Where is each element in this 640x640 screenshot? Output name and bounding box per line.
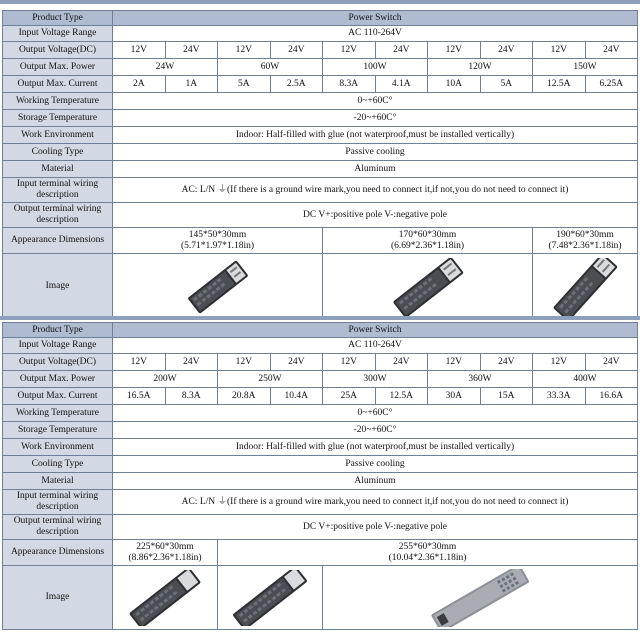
current-cell: 1A	[165, 76, 218, 93]
row-product-type	[3, 323, 638, 338]
voltage-cell: 12V	[323, 354, 376, 371]
row-work-env	[3, 127, 638, 144]
current-cell: 8.3A	[323, 76, 376, 93]
voltage-cell: 24V	[375, 42, 428, 59]
voltage-cell: 24V	[480, 354, 533, 371]
row-image	[3, 254, 638, 320]
row-output-current	[3, 388, 638, 405]
row-material	[3, 473, 638, 490]
power-supply-unit-icon	[388, 258, 468, 316]
voltage-cell: 12V	[533, 354, 586, 371]
current-cell: 10A	[428, 76, 481, 93]
row-material	[3, 161, 638, 178]
row-output-voltage	[3, 354, 638, 371]
current-cell: 16.6A	[585, 388, 638, 405]
power-cell: 24W	[113, 59, 218, 76]
label-input-wiring: Input terminal wiring description	[3, 178, 113, 203]
dimension-mm: 225*60*30mm	[136, 541, 194, 552]
dimension-in: (6.69*2.36*1.18in)	[390, 240, 465, 251]
top-band	[0, 0, 640, 4]
row-storage-temp	[3, 422, 638, 439]
current-cell: 15A	[480, 388, 533, 405]
label-image: Image	[3, 254, 113, 320]
value-input-voltage: AC 110-264V	[113, 338, 638, 354]
label-work-env: Work Environment	[3, 127, 113, 144]
label-material: Material	[3, 161, 113, 178]
voltage-cell: 12V	[218, 354, 271, 371]
power-cell: 300W	[323, 371, 428, 388]
image-cell	[218, 566, 323, 630]
dimension-mm: 145*50*30mm	[188, 229, 247, 240]
dimension-mm: 170*60*30mm	[398, 229, 457, 240]
power-supply-unit-icon	[545, 258, 625, 316]
label-input-voltage: Input Voltage Range	[3, 338, 113, 354]
value-material: Aluminum	[113, 161, 638, 178]
power-cell: 200W	[113, 371, 218, 388]
label-product-type: Product Type	[3, 11, 113, 26]
current-cell: 12.5A	[375, 388, 428, 405]
voltage-cell: 24V	[165, 42, 218, 59]
label-output-power: Output Max. Power	[3, 59, 113, 76]
label-output-wiring: Output terminal wiring description	[3, 203, 113, 228]
row-image	[3, 566, 638, 630]
value-storage-temp: -20~+60C°	[113, 422, 638, 439]
row-output-wiring	[3, 203, 638, 228]
dimension-in: (8.86*2.36*1.18in)	[128, 552, 202, 563]
voltage-cell: 24V	[585, 42, 638, 59]
voltage-cell: 12V	[428, 42, 481, 59]
power-supply-unit-icon	[228, 570, 312, 626]
row-output-current	[3, 76, 638, 93]
row-input-voltage	[3, 338, 638, 354]
row-output-voltage	[3, 42, 638, 59]
spec-table-2	[2, 322, 638, 630]
current-cell: 8.3A	[165, 388, 218, 405]
voltage-cell: 24V	[270, 354, 323, 371]
power-supply-unit-icon	[183, 259, 253, 315]
section-divider-band	[0, 316, 640, 320]
voltage-cell: 24V	[270, 42, 323, 59]
dimension-cell	[323, 228, 533, 254]
row-dimensions	[3, 228, 638, 254]
row-storage-temp	[3, 110, 638, 127]
row-output-power	[3, 59, 638, 76]
current-cell: 20.8A	[218, 388, 271, 405]
label-output-wiring: Output terminal wiring description	[3, 515, 113, 540]
image-cell	[323, 566, 638, 630]
voltage-cell: 12V	[428, 354, 481, 371]
dimension-cell	[533, 228, 638, 254]
row-cooling	[3, 144, 638, 161]
value-product-type: Power Switch	[113, 323, 638, 338]
current-cell: 4.1A	[375, 76, 428, 93]
label-storage-temp: Storage Temperature	[3, 422, 113, 439]
row-input-voltage	[3, 26, 638, 42]
current-cell: 2A	[113, 76, 166, 93]
voltage-cell: 24V	[585, 354, 638, 371]
label-image: Image	[3, 566, 113, 630]
current-cell: 2.5A	[270, 76, 323, 93]
label-output-power: Output Max. Power	[3, 371, 113, 388]
value-input-wiring: AC: L/N ⏚(If there is a ground wire mark,you need to connect it,if not,you do not need to connect it)	[113, 490, 638, 515]
spec-table-1	[2, 10, 638, 320]
label-dimensions: Appearance Dimensions	[3, 540, 113, 566]
dimension-in: (5.71*1.97*1.18in)	[180, 240, 255, 251]
label-storage-temp: Storage Temperature	[3, 110, 113, 127]
dimension-in: (7.48*2.36*1.18in)	[548, 240, 622, 251]
label-output-current: Output Max. Current	[3, 388, 113, 405]
label-output-voltage: Output Voltage(DC)	[3, 42, 113, 59]
label-dimensions: Appearance Dimensions	[3, 228, 113, 254]
current-cell: 25A	[323, 388, 376, 405]
current-cell: 12.5A	[533, 76, 586, 93]
row-cooling	[3, 456, 638, 473]
value-working-temp: 0~+60C°	[113, 405, 638, 422]
current-cell: 33.3A	[533, 388, 586, 405]
row-input-wiring	[3, 490, 638, 515]
value-output-wiring: DC V+:positive pole V-:negative pole	[113, 515, 638, 540]
label-working-temp: Working Temperature	[3, 93, 113, 110]
power-cell: 250W	[218, 371, 323, 388]
value-work-env: Indoor: Half-filled with glue (not waterproof,must be installed vertically)	[113, 127, 638, 144]
value-working-temp: 0~+60C°	[113, 93, 638, 110]
label-output-current: Output Max. Current	[3, 76, 113, 93]
label-work-env: Work Environment	[3, 439, 113, 456]
row-output-wiring	[3, 515, 638, 540]
power-supply-unit-icon	[125, 570, 205, 626]
value-work-env: Indoor: Half-filled with glue (not waterproof,must be installed vertically)	[113, 439, 638, 456]
value-input-voltage: AC 110-264V	[113, 26, 638, 42]
voltage-cell: 24V	[480, 42, 533, 59]
label-working-temp: Working Temperature	[3, 405, 113, 422]
row-input-wiring	[3, 178, 638, 203]
current-cell: 16.5A	[113, 388, 166, 405]
dimension-in: (10.04*2.36*1.18in)	[388, 552, 467, 563]
voltage-cell: 12V	[323, 42, 376, 59]
row-work-env	[3, 439, 638, 456]
value-input-wiring: AC: L/N ⏚(If there is a ground wire mark,you need to connect it,if not,you do not need to connect it)	[113, 178, 638, 203]
label-cooling: Cooling Type	[3, 456, 113, 473]
voltage-cell: 24V	[165, 354, 218, 371]
power-cell: 100W	[323, 59, 428, 76]
voltage-cell: 12V	[533, 42, 586, 59]
power-cell: 400W	[533, 371, 638, 388]
value-storage-temp: -20~+60C°	[113, 110, 638, 127]
label-material: Material	[3, 473, 113, 490]
power-cell: 360W	[428, 371, 533, 388]
image-cell	[533, 254, 638, 320]
dimension-mm: 190*60*30mm	[556, 229, 614, 240]
label-product-type: Product Type	[3, 323, 113, 338]
label-input-voltage: Input Voltage Range	[3, 26, 113, 42]
image-cell	[323, 254, 533, 320]
row-working-temp	[3, 405, 638, 422]
label-input-wiring: Input terminal wiring description	[3, 490, 113, 515]
power-cell: 150W	[533, 59, 638, 76]
voltage-cell: 24V	[375, 354, 428, 371]
voltage-cell: 12V	[218, 42, 271, 59]
image-cell	[113, 254, 323, 320]
label-output-voltage: Output Voltage(DC)	[3, 354, 113, 371]
row-working-temp	[3, 93, 638, 110]
value-product-type: Power Switch	[113, 11, 638, 26]
row-dimensions	[3, 540, 638, 566]
voltage-cell: 12V	[113, 354, 166, 371]
row-output-power	[3, 371, 638, 388]
power-supply-unit-icon	[425, 569, 535, 627]
dimension-cell	[113, 540, 218, 566]
current-cell: 5A	[218, 76, 271, 93]
value-output-wiring: DC V+:positive pole V-:negative pole	[113, 203, 638, 228]
dimension-cell	[113, 228, 323, 254]
current-cell: 6.25A	[585, 76, 638, 93]
value-material: Aluminum	[113, 473, 638, 490]
dimension-cell	[218, 540, 638, 566]
value-cooling: Passive cooling	[113, 144, 638, 161]
value-cooling: Passive cooling	[113, 456, 638, 473]
row-product-type	[3, 11, 638, 26]
power-cell: 60W	[218, 59, 323, 76]
image-cell	[113, 566, 218, 630]
dimension-mm: 255*60*30mm	[398, 541, 457, 552]
current-cell: 10.4A	[270, 388, 323, 405]
current-cell: 5A	[480, 76, 533, 93]
voltage-cell: 12V	[113, 42, 166, 59]
power-cell: 120W	[428, 59, 533, 76]
label-cooling: Cooling Type	[3, 144, 113, 161]
current-cell: 30A	[428, 388, 481, 405]
